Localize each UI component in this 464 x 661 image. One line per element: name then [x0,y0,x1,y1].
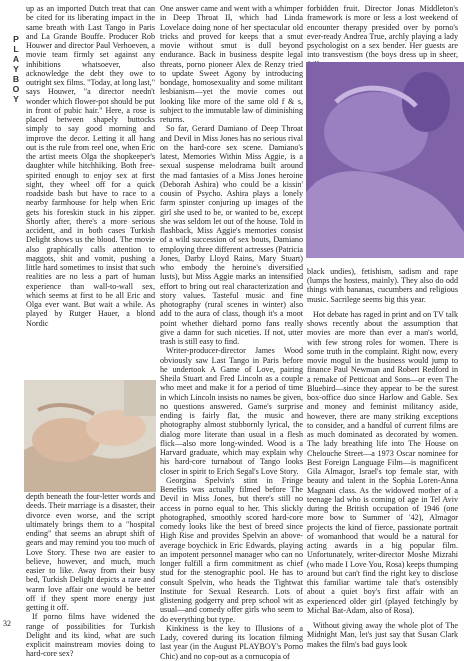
col1-paragraph-1: up as an imported Dutch treat that can be cited for its liberating impact in the same breath with Last Tango in Paris and La Grande Bouffe. Producer Rob Houwer and director Paul Verhoeven, a movie team firmly set against any inhibitions whatsoever, also acknowledge the debt they owe to outright sex films. "Today, at long last," says Houwer, "a director needn't wonder which flower-pot should be put in front of pubic hair." Here, a rose is placed between shapely buttocks simply to say good morning and improve the decor. Letting it all hang out is the rule from reel one, when Eric the artist meets Olga the shopkeeper's daughter while hitchhiking. Both free-spirited enough to enjoy sex at first sight, they wheel off for a quick roadside bash but have to race to a nearby farmhouse for help when Eric gets his foreskin stuck in his zipper. Shortly after, there's a more serious accident, and in both cases Turkish Delight shows us the blood. The movie also graphically calls attention to maggots, shit and vomit, pushing a little hard sometimes to insist that such realities are no less a part of human experience than wall-to-wall sex, which seems at first to be all Eric and Olga ever want. But wait a while. As played by Rutger Hauer, a blond Nordic [26,4,155,328]
column-1 [26,4,155,659]
playboy-side-label: PLAYBOY [11,34,21,104]
col1-paragraph-3: If porno films have widened the range of possibilities for Turkish Delight and its kind, what are such explicit mainstream movies doing to hard-core sex? [26,612,155,659]
film-still-photo [24,380,156,492]
col2-paragraph-5: Kinkiness is the key to Illusions of a Lady, covered during its location filming last year (in the August PLAYBOY's Porno Chic) and no cop-out as a cornucopia of [160,623,303,661]
col2-paragraph-3: Writer-producer-director James Wood obviously saw Last Tango in Paris before he undertook A Game of Love, pairing Sheila Stuart and Fred Lincoln as a couple who meet and make it for a period of time in which Lincoln insists no names be given, no questions answered. Game's surprise ending is fairly flat, the music and photography almost stubbornly lyrical, the dialog more literate than usual in a flesh flick—also more long-winded. Wood is a Harvard graduate, which may explain why his hard-core turnabout of Tango looks closer in spirit to Erich Segal's Love Story. [160,346,303,476]
col3-paragraph-1: forbidden fruit. Director Jonas Middleton's framework is more or less a lost weekend of encounter therapy presided over by porno's ever-ready Andrea True, archly playing a lady psychologist on a sex bender. Her guests are into transvestism (the boys dress up in sheer, [307,4,458,60]
col1-paragraph-2: depth beneath the four-letter words and deeds. Their marriage is a disaster, their divorce even worse, and the script ultimately brings them to a "hospital ending" that seems an abrupt shift of gears and may remind you too much of Love Story. These two are easier to believe, however, and much, much easier to like. Away from their busy bed, Turkish Delight depicts a rare and warm love affair one would be better off if they spent more energy just getting it off. [26,492,155,612]
col2-paragraph-2: So far, Gerard Damiano of Deep Throat and Devil in Miss Jones has no serious rival on the hard-core sex scene. Damiano's latest, Memories Within Miss Aggie, is a sexual suspense melodrama built around the mad fantasies of a Miss Jones heroine (Deborah Ashira) who could be a kissin' cousin of Psycho. Ashira plays a lonely farm spinster conjuring up images of the girl she used to be, or wanted to be, except she was seldom let out of the house. Told in flashback, Miss Aggie's memories consist of a wild succession of sex bouts, Damiano employing three different actresses (Patricia Jones, Darby Lloyd Rains, Mary Stuart) who embody the heroine's diversified lusts), but Miss Aggie marks an intensified effort to bring out real characterization and story values. Tasteful music and fine photography (rural scenes in winter) also add to the aura of class, though it's a moot point whether diehard porno fans really give a damn for such niceties. If not, utter trash is still easy to find. [160,124,303,346]
purple-photo [306,62,464,258]
col3-paragraph-2: black undies), fetishism, sadism and rape (lumps the hostess, mainly). They also do odd things with bananas, cucumbers and religious music. Sacrilege seems big this year. [307,266,458,304]
col2-paragraph-1: One answer came and went with a whimper in Deep Throat II, which had Linda Lovelace doing none of her spectacular old tricks and proved for keeps that a smut movie without smut is dull beyond endurance. Back in business despite legal threats, porno pioneer Alex de Renzy tried to update Sweet Agony by introducing bondage, homosexuality and some militant lesbianism—yet the movie comes out looking like more of the same old f & s, subject to the immutable law of diminishing returns. [160,4,303,124]
page-number: 32 [3,619,11,628]
col2-paragraph-4: Georgina Spelvin's stint in Fringe Benefits was actually filmed before The Devil in Miss Jones, but there's still no access in porno equal to her. This slickly photographed, smoothly scored hard-core comedy looks like the best of breed since High Rise and provides Spelvin an above-average boychick in Eric Edwards, playing an impotent personnel manager who can no longer fulfill a firm commitment as chief stud for the stenographic pool. He has to consult Spelvin, who heads the Tightwat Institute for Sexual Research. Lots of glistening godgerry and prep school wit as usual—and comedy offer girls who seem to do everything but type. [160,475,303,624]
col3-paragraph-4: Without giving away the whole plot of The Midnight Man, let's just say that Susan Clark makes the film's bad guys look [307,621,458,649]
purple-photo-image [306,62,464,258]
col3-paragraph-3: Hot debate has raged in print and on TV talk shows recently about the assumption that movies are more than ever a man's world, with few strong roles for women. There is some truth in the complaint. Right now, every movie mogul in the business would jump to finance Paul Newman and Robert Redford in a remake of Petticoat and Sons—or even The Bluebird—since they appear to be the surest box-office duo since Harlow and Gable. Sex and money and feminist militancy aside, however, there are many striking exceptions to consider, and a handful of current films are as much dominated as decorated by women. The lady breathing life into The House on Chelouche Street—a 1973 Oscar nominee for Best Foreign Language Film—is magnificent Gila Almagor, Israel's top female star, with beauty and talent in the Sophia Loren-Anna Magnani class. As the widowed mother of a teenage lad who is coming of age in Tel Aviv during the British occupation of 1946 (one more bow to Summer of '42), Almagor projects the kind of fierce, passionate portrait of womanhood that would be a natural for acting awards in a big popular film. Unfortunately, writer-director Moshe Mizrahi (who made I Love You, Rosa) keeps thumping around but can't find the right key to disclose this familiar wartime tale that's ostensibly about a quiet boy's first affair with an experienced older girl (played fetchingly by Michal Bat-Adam, also of Rosa). [307,309,458,615]
film-still-image [24,380,156,492]
column-2 [160,4,303,661]
